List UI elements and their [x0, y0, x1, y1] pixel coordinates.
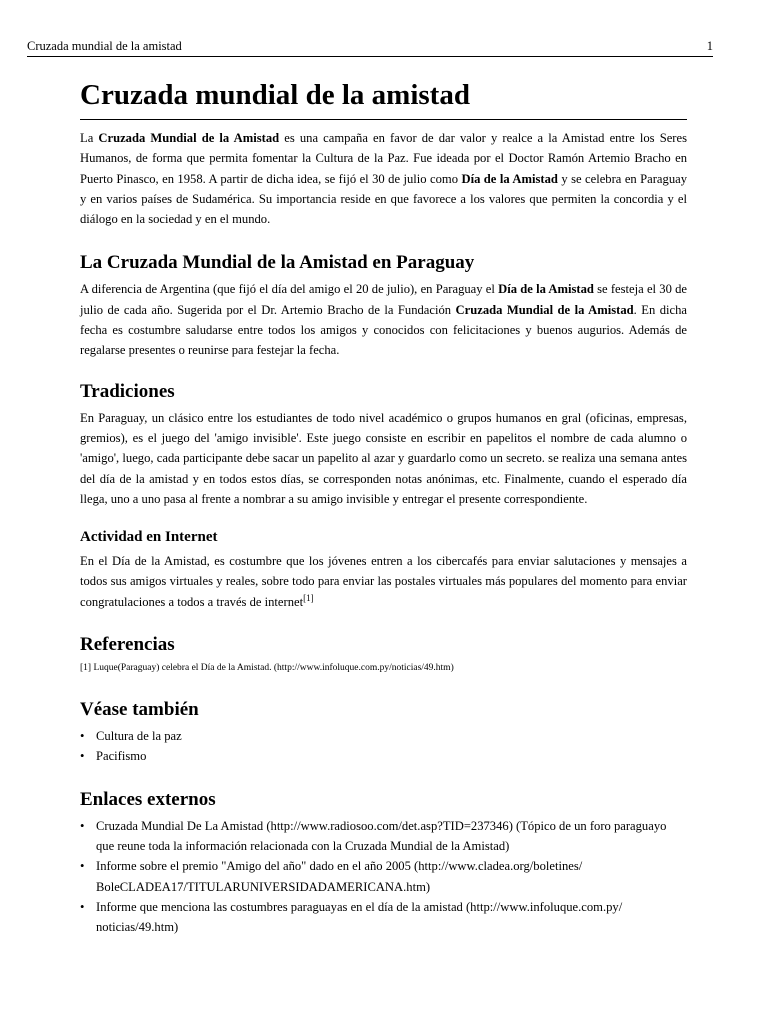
- see-also-item[interactable]: • Cultura de la paz: [80, 726, 687, 746]
- intro-text-2: es una campaña en favor de dar valor y realce a la Amistad entre los Seres Humanos, de forma que permita fomentar la Cultura de la Paz. Fue ideada por el Doctor Ramón Artemio Bracho en Puerto Pinasco, en 1958. A partir de dicha idea, se fijó el 30 de julio como: [80, 131, 687, 186]
- running-header: [27, 38, 713, 54]
- external-link-item[interactable]: • Informe que menciona las costumbres paraguayas en el día de la amistad (http://www.infoluque.com.py/ noticias/49.htm): [80, 897, 687, 938]
- heading-referencias: Referencias: [80, 634, 175, 656]
- paraguay-text-2: se festeja el 30 de julio de cada año. Sugerida por el Dr. Artemio Bracho de la Fundación: [80, 282, 687, 317]
- header-rule: [27, 56, 713, 57]
- running-title: Cruzada mundial de la amistad: [27, 39, 182, 53]
- paraguay-paragraph: [80, 279, 687, 360]
- bullet-icon: •: [80, 859, 85, 874]
- citation-link[interactable]: [1]: [303, 592, 314, 603]
- intro-bold-cruzada: Cruzada Mundial de la Amistad: [98, 131, 280, 145]
- paraguay-bold-dia: Día de la Amistad: [498, 282, 594, 297]
- heading-tradiciones: Tradiciones: [80, 380, 175, 402]
- paraguay-text-3: . En dicha fecha es costumbre saludarse entre todos los amigos y conocidos con felicitaciones y buenos augurios. Además de regalarse presentes o reunirse para festejar la fecha.: [80, 302, 687, 358]
- intro-text-1: La: [80, 131, 99, 145]
- bullet-icon: •: [80, 729, 85, 744]
- internet-paragraph: [80, 551, 687, 612]
- article-title: Cruzada mundial de la amistad: [80, 78, 687, 120]
- heading-vease: Véase también: [80, 699, 199, 721]
- bullet-icon: •: [80, 899, 85, 914]
- heading-internet: Actividad en Internet: [80, 529, 218, 546]
- internet-text: En el Día de la Amistad, es costumbre que los jóvenes entren a los cibercafés para enviar salutaciones y mensajes a todos sus amigos virtuales y reales, sobre todo para enviar las postales virtuales más populares del momento para enviar congratulaciones a todos a través de internet: [80, 554, 687, 609]
- page-number: 1: [706, 39, 713, 53]
- heading-enlaces: Enlaces externos: [80, 788, 216, 810]
- reference-item[interactable]: [1] Luque(Paraguay) celebra el Día de la Amistad. (http://www.infoluque.com.py/noticias/49.htm): [80, 663, 454, 674]
- tradiciones-paragraph: En Paraguay, un clásico entre los estudiantes de todo nivel académico o grupos humanos en gral (oficinas, empresas, gremios), es el juego del 'amigo invisible'. Este juego consiste en escribir en papelitos el nombre de cada alumno o 'amigo', luego, cada participante debe sacar un papelito al azar y guardarlo como un secreto. se realiza una semana antes del día de la amistad y en todos estos días, se corresponden notas anónimas, etc. Finalmente, cuando el esperado día llega, uno a uno pasa al frente a nombrar a su amigo invisible y entregar el presente correspondiente.: [80, 410, 687, 506]
- see-also-item[interactable]: • Pacifismo: [80, 746, 687, 766]
- intro-text-3: y se celebra en Paraguay y en varios países de Sudamérica. Su importancia reside en que favorece a los valores que permiten la concordia y el diálogo en la sociedad y en el mundo.: [80, 171, 688, 227]
- external-links-list: [80, 816, 687, 938]
- intro-bold-dia: Día de la Amistad: [461, 171, 558, 186]
- paraguay-bold-cruzada: Cruzada Mundial de la Amistad: [455, 302, 634, 317]
- paraguay-text-1: A diferencia de Argentina (que fijó el día del amigo el 20 de julio), en Paraguay el: [80, 282, 499, 297]
- heading-paraguay: La Cruzada Mundial de la Amistad en Paraguay: [80, 252, 475, 274]
- external-link-item[interactable]: • Informe sobre el premio "Amigo del año" dado en el año 2005 (http://www.cladea.org/boletines/ BoleCLADEA17/TITULARUNIVERSIDADAMERICANA.htm): [80, 856, 687, 897]
- see-also-list: [80, 726, 687, 767]
- bullet-icon: •: [80, 749, 85, 764]
- bullet-icon: •: [80, 818, 85, 833]
- external-link-item[interactable]: • Cruzada Mundial De La Amistad (http://www.radiosoo.com/det.asp?TID=237346) (Tópico de un foro paraguayo que reune toda la información relacionada con la Cruzada Mundial de la Amistad): [80, 816, 687, 857]
- intro-paragraph: [80, 128, 687, 229]
- article-body: [80, 78, 687, 937]
